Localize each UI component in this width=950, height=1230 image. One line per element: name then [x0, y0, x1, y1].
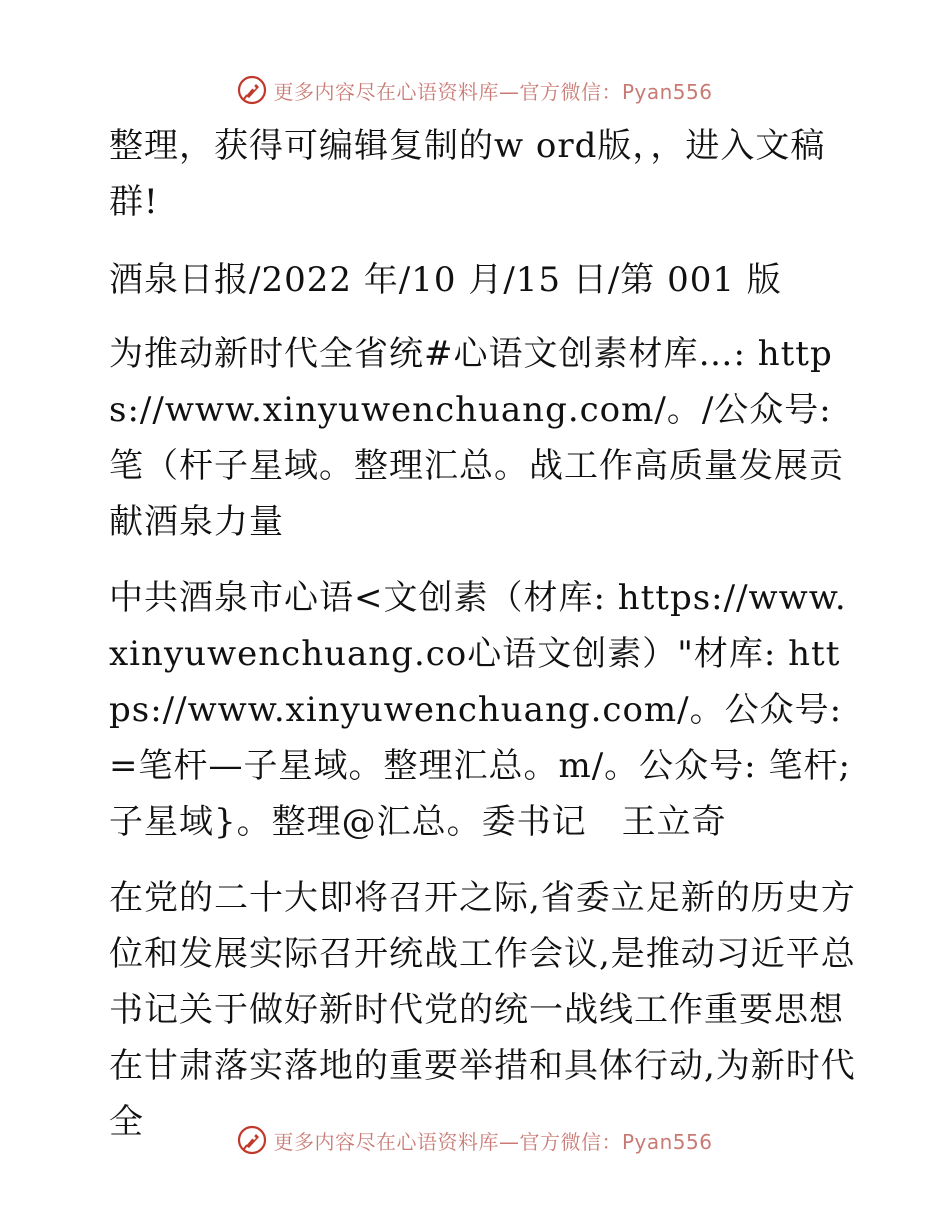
footer-watermark-banner — [0, 1120, 950, 1160]
header-watermark-banner — [0, 70, 950, 110]
footer-banner-text: 更多内容尽在心语资料库—官方微信：Pyan556 — [273, 1129, 713, 1154]
pen-nib-logo-icon — [237, 75, 267, 105]
document-body — [97, 118, 857, 1170]
article-title: 为推动新时代全省统#心语文创素材库…: https://www.xinyuwenchuang.com/。/公众号: 笔（杆子星域。整理汇总。战工作高质量发展贡献酒泉力量 — [109, 334, 844, 542]
body-paragraph: 在党的二十大即将召开之际,省委立足新的历史方位和发展实际召开统战工作会议,是推动习近平总书记关于做好新时代党的统一战线工作重要思想在甘肃落实落地的重要举措和具体行动,为新时代全 — [109, 878, 856, 1142]
pen-nib-logo-icon — [237, 1125, 267, 1155]
intro-paragraph: 整理，获得可编辑复制的w ord版，，进入文稿群! — [109, 126, 826, 222]
header-banner-text: 更多内容尽在心语资料库—官方微信：Pyan556 — [273, 79, 713, 104]
dateline: 酒泉日报/2022 年/10 月/15 日/第 001 版 — [109, 260, 782, 300]
article-author: 中共酒泉市心语<文创素（材库: https://www.xinyuwenchuang.co心语文创素）"材库: https://www.xinyuwenchuang.com/。公众号: =笔杆—子星域。整理汇总。m/。公众号: 笔杆;子星域}。整理@汇总。委书记 王立奇 — [109, 578, 851, 842]
